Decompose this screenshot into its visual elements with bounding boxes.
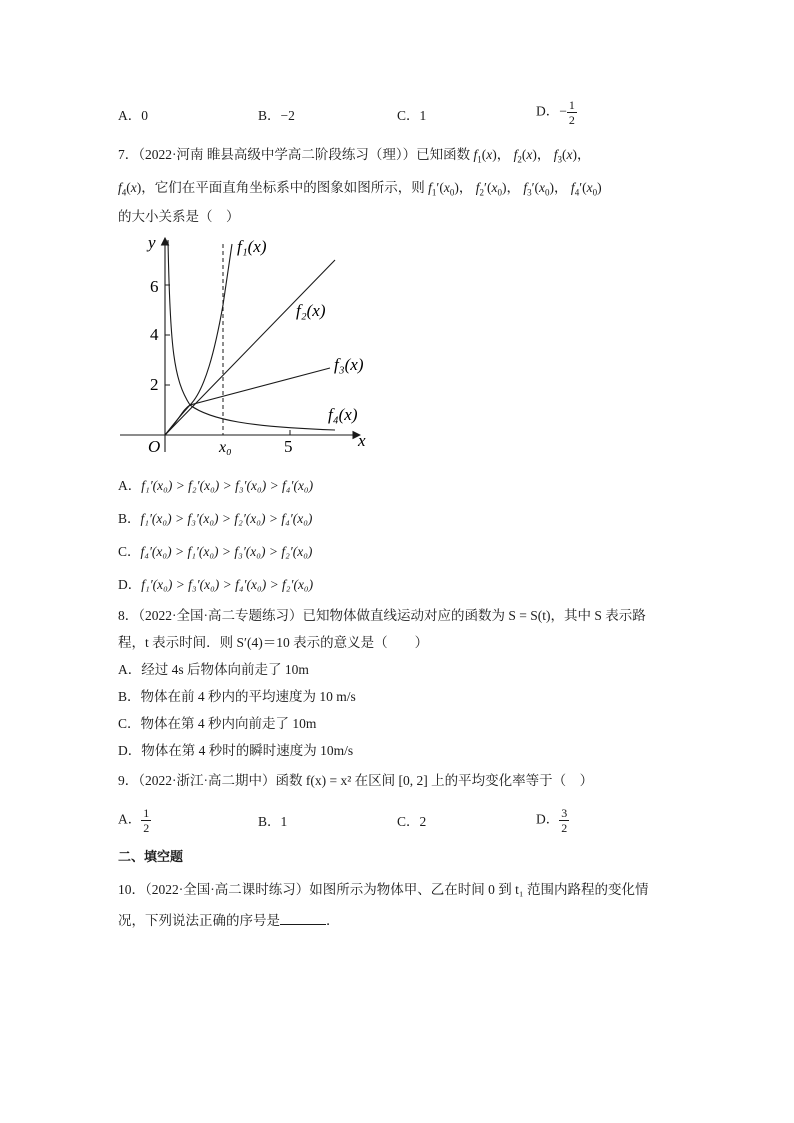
q10-stem-line1: 10．（2022·全国·高二课时练习）如图所示为物体甲、乙在时间 0 到 t₁ 范围内路程的变化情 [118,882,649,897]
label-f4: f₄(x) [328,405,358,424]
curve-f2 [165,260,335,435]
y-tick-4: 4 [150,325,159,344]
q6-option-c: C．1 [397,108,427,123]
curve-f1 [165,244,232,435]
q7-stem-line1: 7．（2022·河南 睢县高级中学高二阶段练习（理））已知函数 $f_1(x)$， $f_2(x)$， $f_3(x)$， [118,147,591,165]
x-axis-label: x [358,431,366,450]
q8-option-a: A．经过 4s 后物体向前走了 10m [118,662,309,677]
answer-blank[interactable] [280,910,326,925]
q8-option-d: D．物体在第 4 秒时的瞬时速度为 10m/s [118,743,354,758]
q7-option-a: A．f₁′(x₀) > f₂′(x₀) > f₃′(x₀) > f₄′(x₀) [118,478,314,493]
section-heading-fill-in: 二、填空题 [118,850,184,865]
q8-stem-line2: 程，t 表示时间．则 S′(4)＝10 表示的意义是（ ） [118,635,429,650]
q7-option-c: C．f₄′(x₀) > f₁′(x₀) > f₃′(x₀) > f₂′(x₀) [118,544,313,559]
q9-option-b: B．1 [258,814,288,829]
q7-function-graph [110,230,380,460]
q10-stem-line2: 况，下列说法正确的序号是 ． [118,910,340,931]
q9-stem: 9．（2022·浙江·高二期中）函数 f(x) = x² 在区间 [0, 2] 上的平均变化率等于（ ） [118,773,594,788]
label-f3: f₃(x) [334,355,364,374]
q7-option-b: B．f₁′(x₀) > f₃′(x₀) > f₂′(x₀) > f₄′(x₀) [118,511,313,526]
curve-f3 [165,368,330,435]
y-axis-label: y [148,233,156,252]
q6-option-a: A．0 [118,108,148,123]
q8-option-b: B．物体在前 4 秒内的平均速度为 10 m/s [118,689,356,704]
q9-option-c: C．2 [397,814,427,829]
q6-option-d: D．− $\frac{1}{2}$ [536,98,575,127]
y-tick-6: 6 [150,277,159,296]
q7-stem-line3: 的大小关系是（ ） [118,209,240,224]
y-tick-2: 2 [150,375,159,394]
q8-option-c: C．物体在第 4 秒内向前走了 10m [118,716,317,731]
q7-stem-line2: $f_4(x)$，它们在平面直角坐标系中的图象如图所示，则 $f_1'(x_0)$， $f_2'(x_0)$， $f_3'(x_0)$， $f_4'(x_0)$ [118,180,602,198]
label-f1: f₁(x) [237,237,267,256]
x0-label: x₀ [219,439,232,456]
x-tick-5: 5 [284,437,293,456]
label-f2: f₂(x) [296,301,326,320]
q6-option-b: B．−2 [258,108,295,123]
q9-option-d: D． $\frac{3}{2}$ [536,806,568,835]
q8-stem-line1: 8．（2022·全国·高二专题练习）已知物体做直线运动对应的函数为 S = S(t)，其中 S 表示路 [118,608,646,623]
origin-label: O [148,437,161,456]
q7-option-d: D．f₁′(x₀) > f₃′(x₀) > f₄′(x₀) > f₂′(x₀) [118,577,314,592]
q9-option-a: A． $\frac{1}{2}$ [118,806,150,835]
